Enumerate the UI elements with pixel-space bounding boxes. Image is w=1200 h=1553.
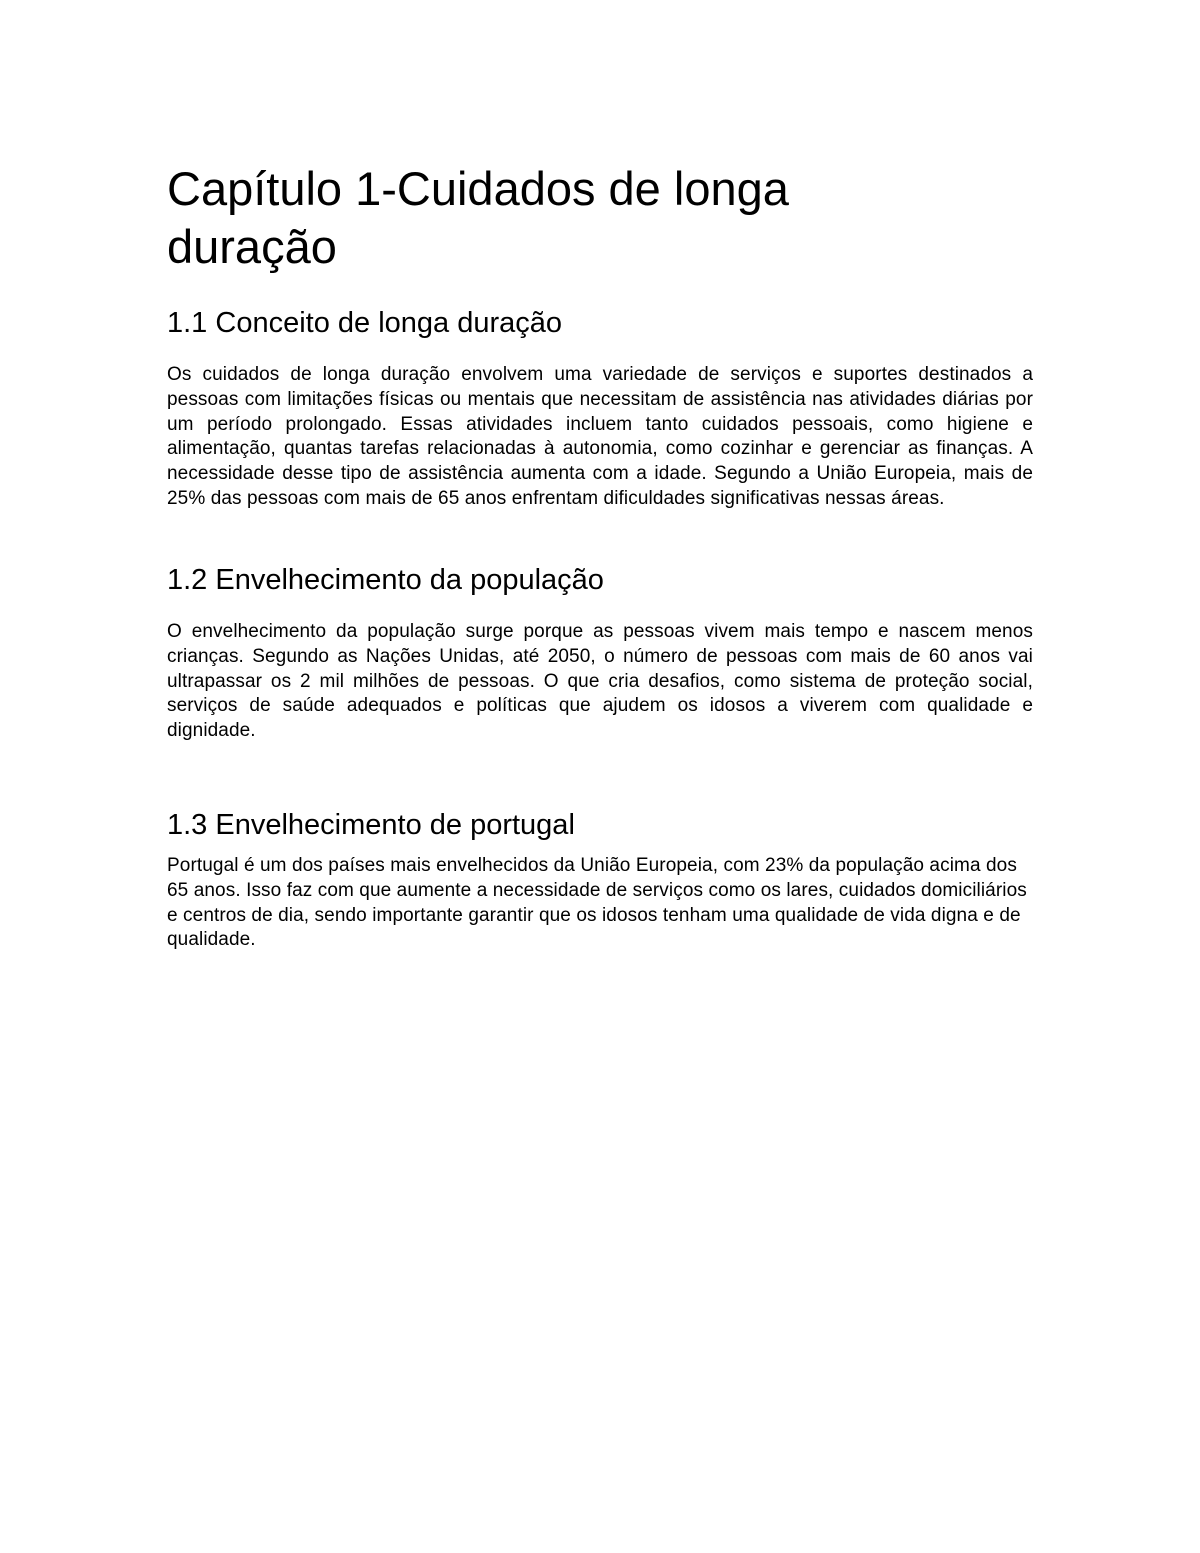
section-heading-1-1: 1.1 Conceito de longa duração xyxy=(167,307,563,339)
section-heading-1-2: 1.2 Envelhecimento da população xyxy=(167,564,604,596)
chapter-title: Capítulo 1-Cuidados de longa duração xyxy=(167,162,789,273)
section-body-1-1: Os cuidados de longa duração envolvem uma variedade de serviços e suportes destinados a pessoas com limitações físicas ou mentais que necessitam de assistência nas atividades diárias por um período prolongado. Essas atividades incluem tanto cuidados pessoais, como higiene e alimentação, quantas tarefas relacionadas à autonomia, como cozinhar e gerenciar as finanças. A necessidade desse tipo de assistência aumenta com a idade. Segundo a União Europeia, mais de 25% das pessoas com mais de 65 anos enfrentam dificuldades significativas nessas áreas. xyxy=(167,364,1033,509)
section-body-1-3: Portugal é um dos países mais envelhecidos da União Europeia, com 23% da população acima dos 65 anos. Isso faz com que aumente a necessidade de serviços como os lares, cuidados domiciliários e centros de dia, sendo importante garantir que os idosos tenham uma qualidade de vida digna e de qualidade. xyxy=(167,855,1027,951)
section-body-1-2: O envelhecimento da população surge porque as pessoas vivem mais tempo e nascem menos crianças. Segundo as Nações Unidas, até 2050, o número de pessoas com mais de 60 anos vai ultrapassar os 2 mil milhões de pessoas. O que cria desafios, como sistema de proteção social, serviços de saúde adequados e políticas que ajudem os idosos a viverem com qualidade e dignidade. xyxy=(167,621,1033,742)
section-heading-1-3: 1.3 Envelhecimento de portugal xyxy=(167,809,575,841)
